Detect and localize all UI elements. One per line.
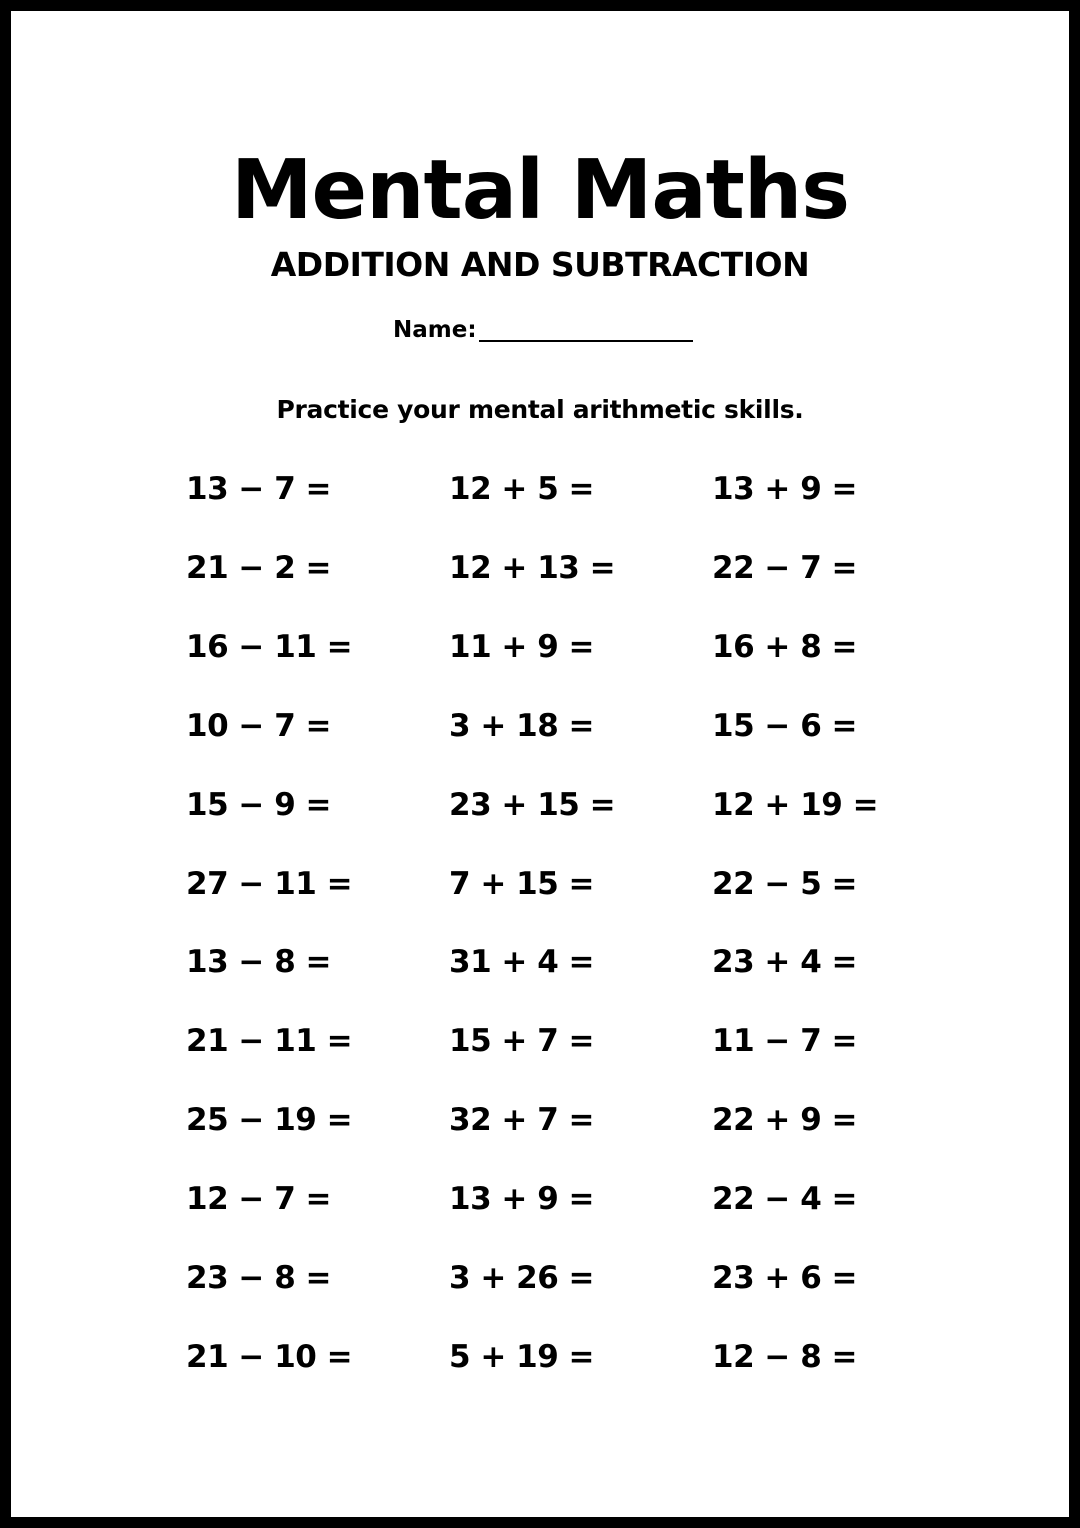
problem-item: 15 − 9 = xyxy=(186,787,332,823)
problem-item: 21 − 10 = xyxy=(186,1339,353,1375)
problem-item: 15 − 6 = xyxy=(712,708,858,744)
problem-item: 16 + 8 = xyxy=(712,629,858,665)
problem-item: 22 − 7 = xyxy=(712,550,858,586)
instructions: Practice your mental arithmetic skills. xyxy=(276,395,804,424)
problem-item: 3 + 26 = xyxy=(449,1260,595,1296)
problem-item: 27 − 11 = xyxy=(186,866,353,902)
problem-item: 12 + 5 = xyxy=(449,471,595,507)
problem-item: 23 − 8 = xyxy=(186,1260,332,1296)
problem-item: 21 − 11 = xyxy=(186,1023,353,1059)
problem-item: 16 − 11 = xyxy=(186,629,353,665)
page-subtitle: ADDITION AND SUBTRACTION xyxy=(270,245,810,284)
problem-item: 25 − 19 = xyxy=(186,1102,353,1138)
problem-item: 11 − 7 = xyxy=(712,1023,858,1059)
problem-item: 22 − 4 = xyxy=(712,1181,858,1217)
problem-item: 7 + 15 = xyxy=(449,866,595,902)
problem-item: 11 + 9 = xyxy=(449,629,595,665)
problem-item: 12 + 13 = xyxy=(449,550,616,586)
problem-item: 22 + 9 = xyxy=(712,1102,858,1138)
problem-item: 23 + 6 = xyxy=(712,1260,858,1296)
problem-item: 5 + 19 = xyxy=(449,1339,595,1375)
problem-item: 3 + 18 = xyxy=(449,708,595,744)
problem-item: 12 − 7 = xyxy=(186,1181,332,1217)
problem-item: 10 − 7 = xyxy=(186,708,332,744)
problem-item: 15 + 7 = xyxy=(449,1023,595,1059)
problem-item: 31 + 4 = xyxy=(449,944,595,980)
problem-item: 13 − 7 = xyxy=(186,471,332,507)
problem-item: 23 + 15 = xyxy=(449,787,616,823)
problem-item: 12 + 19 = xyxy=(712,787,879,823)
problem-item: 23 + 4 = xyxy=(712,944,858,980)
page-title: Mental Maths xyxy=(230,143,850,238)
problem-item: 13 − 8 = xyxy=(186,944,332,980)
problem-item: 12 − 8 = xyxy=(712,1339,858,1375)
problem-item: 32 + 7 = xyxy=(449,1102,595,1138)
problem-item: 22 − 5 = xyxy=(712,866,858,902)
problem-item: 21 − 2 = xyxy=(186,550,332,586)
name-label: Name: xyxy=(393,317,477,343)
problem-item: 13 + 9 = xyxy=(449,1181,595,1217)
problem-item: 13 + 9 = xyxy=(712,471,858,507)
